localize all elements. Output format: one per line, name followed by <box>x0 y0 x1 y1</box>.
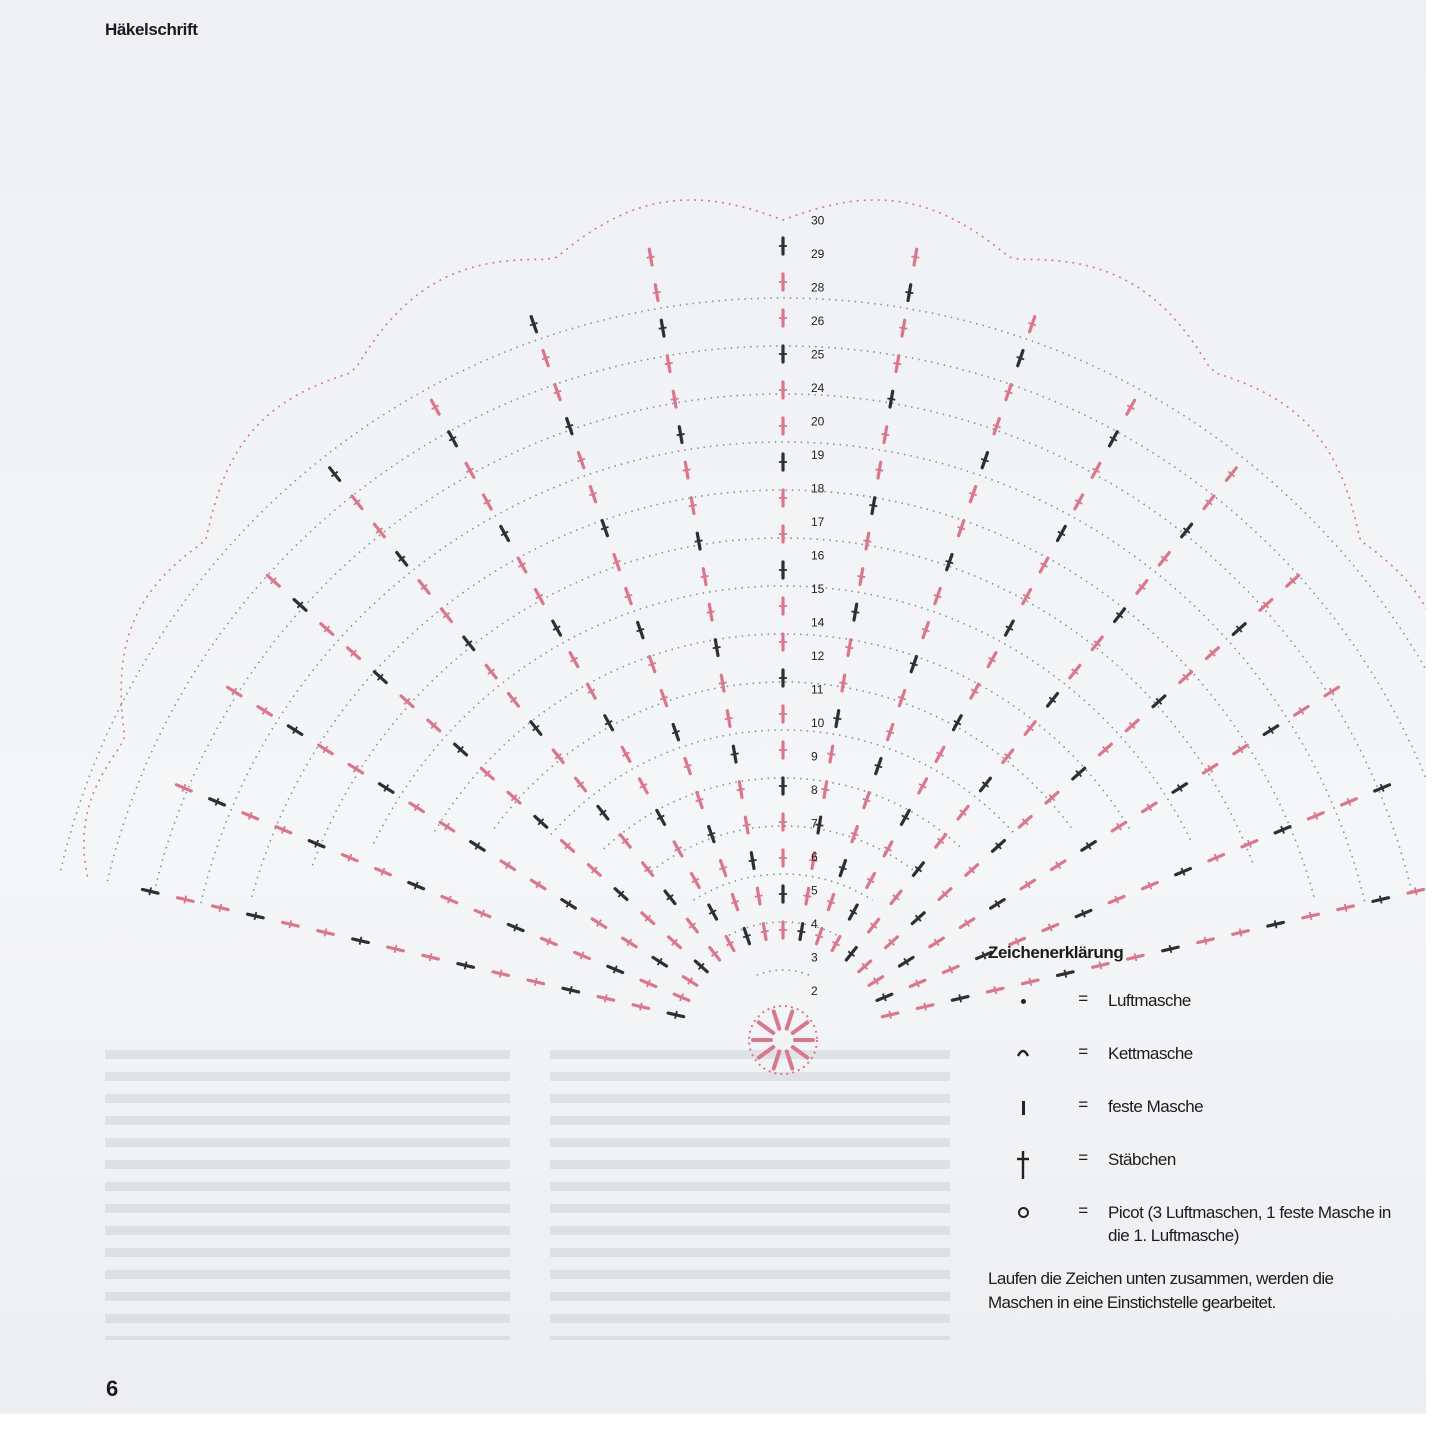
legend-label: Picot (3 Luftmaschen, 1 feste Masche in die 1. Luftmasche) <box>1108 1203 1391 1245</box>
round-number: 24 <box>811 381 825 395</box>
stitch-crossbar <box>886 731 894 734</box>
round-number: 25 <box>811 347 825 362</box>
fan-outline <box>84 200 1426 877</box>
stitch-crossbar <box>863 540 871 541</box>
stitch-crossbar <box>749 860 757 861</box>
stitch-crossbar <box>684 765 692 768</box>
round-number: 9 <box>811 749 818 764</box>
stitch-crossbar <box>219 904 221 912</box>
stitch-crossbar <box>1380 896 1382 904</box>
legend-row-picot <box>988 1201 1398 1263</box>
page-edge <box>1426 0 1440 1440</box>
stitch-crossbar <box>671 398 679 399</box>
stitch-crossbar <box>542 357 550 360</box>
round-number: 4 <box>811 917 818 931</box>
stitch-crossbar <box>254 912 256 920</box>
round-number: 8 <box>811 783 818 797</box>
round-number: 10 <box>811 716 825 730</box>
stitch-crossbar <box>707 611 715 612</box>
centre-petal <box>793 1022 808 1033</box>
stitch-crossbar <box>325 929 327 937</box>
stitch-crossbar <box>755 895 763 896</box>
stitch-crossbar <box>899 327 907 328</box>
stitch-crossbar <box>731 753 739 754</box>
equals-sign: = <box>1078 1148 1088 1167</box>
centre-petal <box>759 1047 774 1058</box>
stitch-crossbar <box>924 1003 926 1011</box>
round-number: 29 <box>811 247 825 261</box>
stitch-crossbar <box>677 434 685 435</box>
stitch-crossbar <box>969 493 977 496</box>
stitch-crossbar <box>637 629 645 632</box>
round-number: 14 <box>811 615 825 630</box>
stitch-crossbar <box>530 323 538 326</box>
stitch-crossbar <box>1017 357 1025 360</box>
centre-petal <box>759 1022 774 1033</box>
stitch-crossbar <box>959 994 961 1002</box>
chain-arc <box>107 346 1426 881</box>
dagger-icon <box>1016 1150 1030 1180</box>
stitch-crossbar <box>360 937 362 945</box>
stitch-crossbar <box>1310 912 1312 920</box>
legend-row-feste-masche <box>988 1095 1398 1148</box>
stitch-crossbar <box>695 540 703 541</box>
centre-petal <box>787 1051 793 1068</box>
stitch-crossbar <box>887 398 895 399</box>
stitch-crossbar <box>922 629 930 632</box>
equals-sign: = <box>1078 1095 1088 1114</box>
stitch-crossbar <box>465 962 467 970</box>
stitch-crossbar <box>881 434 889 435</box>
stitch-crossbar <box>993 425 1001 428</box>
stitch-crossbar <box>827 901 835 904</box>
legend-label: Kettmasche <box>1108 1044 1193 1063</box>
round-number: 17 <box>811 515 825 529</box>
stitch-crossbar <box>863 799 871 802</box>
legend-label: Stäbchen <box>1108 1150 1176 1169</box>
stitch-crossbar <box>566 425 574 428</box>
page-bottom-edge <box>0 1414 1440 1440</box>
legend <box>988 943 1398 1315</box>
stitch-crossbar <box>821 789 829 790</box>
chain-arc <box>61 298 1426 870</box>
stitch-crossbar <box>839 867 847 870</box>
stitch-crossbar <box>889 1011 891 1019</box>
stitch-crossbar <box>577 459 585 462</box>
stitch-crossbar <box>613 561 621 564</box>
ring-icon <box>1018 1207 1029 1218</box>
stitch-crossbar <box>1240 929 1242 937</box>
round-number: 7 <box>811 816 818 831</box>
stitch-crossbar <box>1345 904 1347 912</box>
equals-sign: = <box>1078 989 1088 1008</box>
round-number: 20 <box>811 414 825 429</box>
legend-row-kettmasche <box>988 1042 1398 1095</box>
round-number: 5 <box>811 883 818 898</box>
stitch-crossbar <box>719 867 727 870</box>
stitch-crossbar <box>731 901 739 904</box>
stitch-crossbar <box>570 986 572 994</box>
stitch-crossbar <box>647 256 655 257</box>
round-number: 28 <box>811 280 825 295</box>
stitch-crossbar <box>665 363 673 364</box>
stitch-crossbar <box>797 931 805 932</box>
stitch-crossbar <box>1005 391 1013 394</box>
equals-sign: = <box>1078 1042 1088 1061</box>
legend-note: Laufen die Zeichen unten zusammen, werden die Maschen in eine Einstichstelle gearbeitet. <box>988 1269 1334 1312</box>
round-number: 3 <box>811 950 818 965</box>
equals-sign: = <box>1078 1201 1088 1220</box>
stitch-crossbar <box>625 595 633 598</box>
round-number: 6 <box>811 850 818 864</box>
stitch-crossbar <box>648 663 656 666</box>
stitch-crossbar <box>589 493 597 496</box>
stitch-crossbar <box>713 647 721 648</box>
stitch-crossbar <box>554 391 562 394</box>
stitch-crossbar <box>605 994 607 1002</box>
stitch-crossbar <box>672 731 680 734</box>
stitch-crossbar <box>743 824 751 825</box>
round-number: 2 <box>811 984 818 998</box>
stitch-crossbar <box>875 765 883 768</box>
stitch-crossbar <box>957 527 965 530</box>
stitch-crossbar <box>1028 323 1036 326</box>
stitch-crossbar <box>184 896 186 904</box>
stitch-crossbar <box>875 469 883 470</box>
stitch-crossbar <box>708 833 716 836</box>
stitch-crossbar <box>290 920 292 928</box>
stitch-crossbar <box>839 682 847 683</box>
stitch-crossbar <box>743 935 751 938</box>
stitch-crossbar <box>535 978 537 986</box>
stitch-crossbar <box>893 363 901 364</box>
round-number: 18 <box>811 481 825 496</box>
stitch-crossbar <box>683 469 691 470</box>
stitch-crossbar <box>934 595 942 598</box>
stitch-crossbar <box>869 505 877 506</box>
legend-row-luftmasche <box>988 989 1398 1042</box>
stitch-crossbar <box>946 561 954 564</box>
legend-label: Luftmasche <box>1108 991 1191 1010</box>
bar-icon <box>1022 1101 1025 1115</box>
stitch-crossbar <box>857 576 865 577</box>
legend-title: Zeichenerklärung <box>988 943 1124 962</box>
stitch-crossbar <box>833 718 841 719</box>
centre-petal <box>774 1011 780 1028</box>
stitch-crossbar <box>660 697 668 700</box>
stitch-crossbar <box>981 459 989 462</box>
chain-arc <box>757 970 810 975</box>
round-number: 30 <box>811 213 825 228</box>
stitch-crossbar <box>815 935 823 938</box>
round-number: 11 <box>811 682 824 697</box>
stitch-crossbar <box>845 647 853 648</box>
stitch-crossbar <box>898 697 906 700</box>
stitch-crossbar <box>851 833 859 836</box>
stitch-crossbar <box>1415 887 1417 895</box>
stitch-crossbar <box>640 1003 642 1011</box>
centre-petal <box>774 1051 780 1068</box>
stitch-crossbar <box>395 945 397 953</box>
stitch-crossbar <box>653 292 661 293</box>
round-number: 19 <box>811 448 825 462</box>
legend-label: feste Masche <box>1108 1097 1204 1116</box>
stitch-crossbar <box>701 576 709 577</box>
stitch-crossbar <box>851 611 859 612</box>
stitch-crossbar <box>689 505 697 506</box>
stitch-crossbar <box>719 682 727 683</box>
stitch-crossbar <box>725 718 733 719</box>
centre-petal <box>787 1011 793 1028</box>
stitch-crossbar <box>149 887 151 895</box>
stitch-crossbar <box>659 327 667 328</box>
stitch-crossbar <box>696 799 704 802</box>
stitch-crossbar <box>601 527 609 530</box>
page-title: Häkelschrift <box>105 20 198 39</box>
centre-petal <box>793 1047 808 1058</box>
arch-icon <box>1016 1044 1030 1058</box>
stitch-crossbar <box>737 789 745 790</box>
round-number: 26 <box>811 314 825 328</box>
stitch-crossbar <box>675 1011 677 1019</box>
legend-row-staebchen <box>988 1148 1398 1201</box>
stitch-crossbar <box>911 256 919 257</box>
round-number: 15 <box>811 582 825 596</box>
stitch-crossbar <box>761 931 769 932</box>
stitch-crossbar <box>910 663 918 666</box>
chain-arc <box>252 490 1314 897</box>
stitch-crossbar <box>500 970 502 978</box>
stitch-crossbar <box>827 753 835 754</box>
dot-icon <box>1021 999 1026 1004</box>
round-number: 12 <box>811 649 825 663</box>
stitch-crossbar <box>430 953 432 961</box>
round-number: 16 <box>811 548 825 563</box>
stitch-crossbar <box>905 292 913 293</box>
page-number: 6 <box>106 1376 119 1401</box>
stitch-crossbar <box>1275 920 1277 928</box>
